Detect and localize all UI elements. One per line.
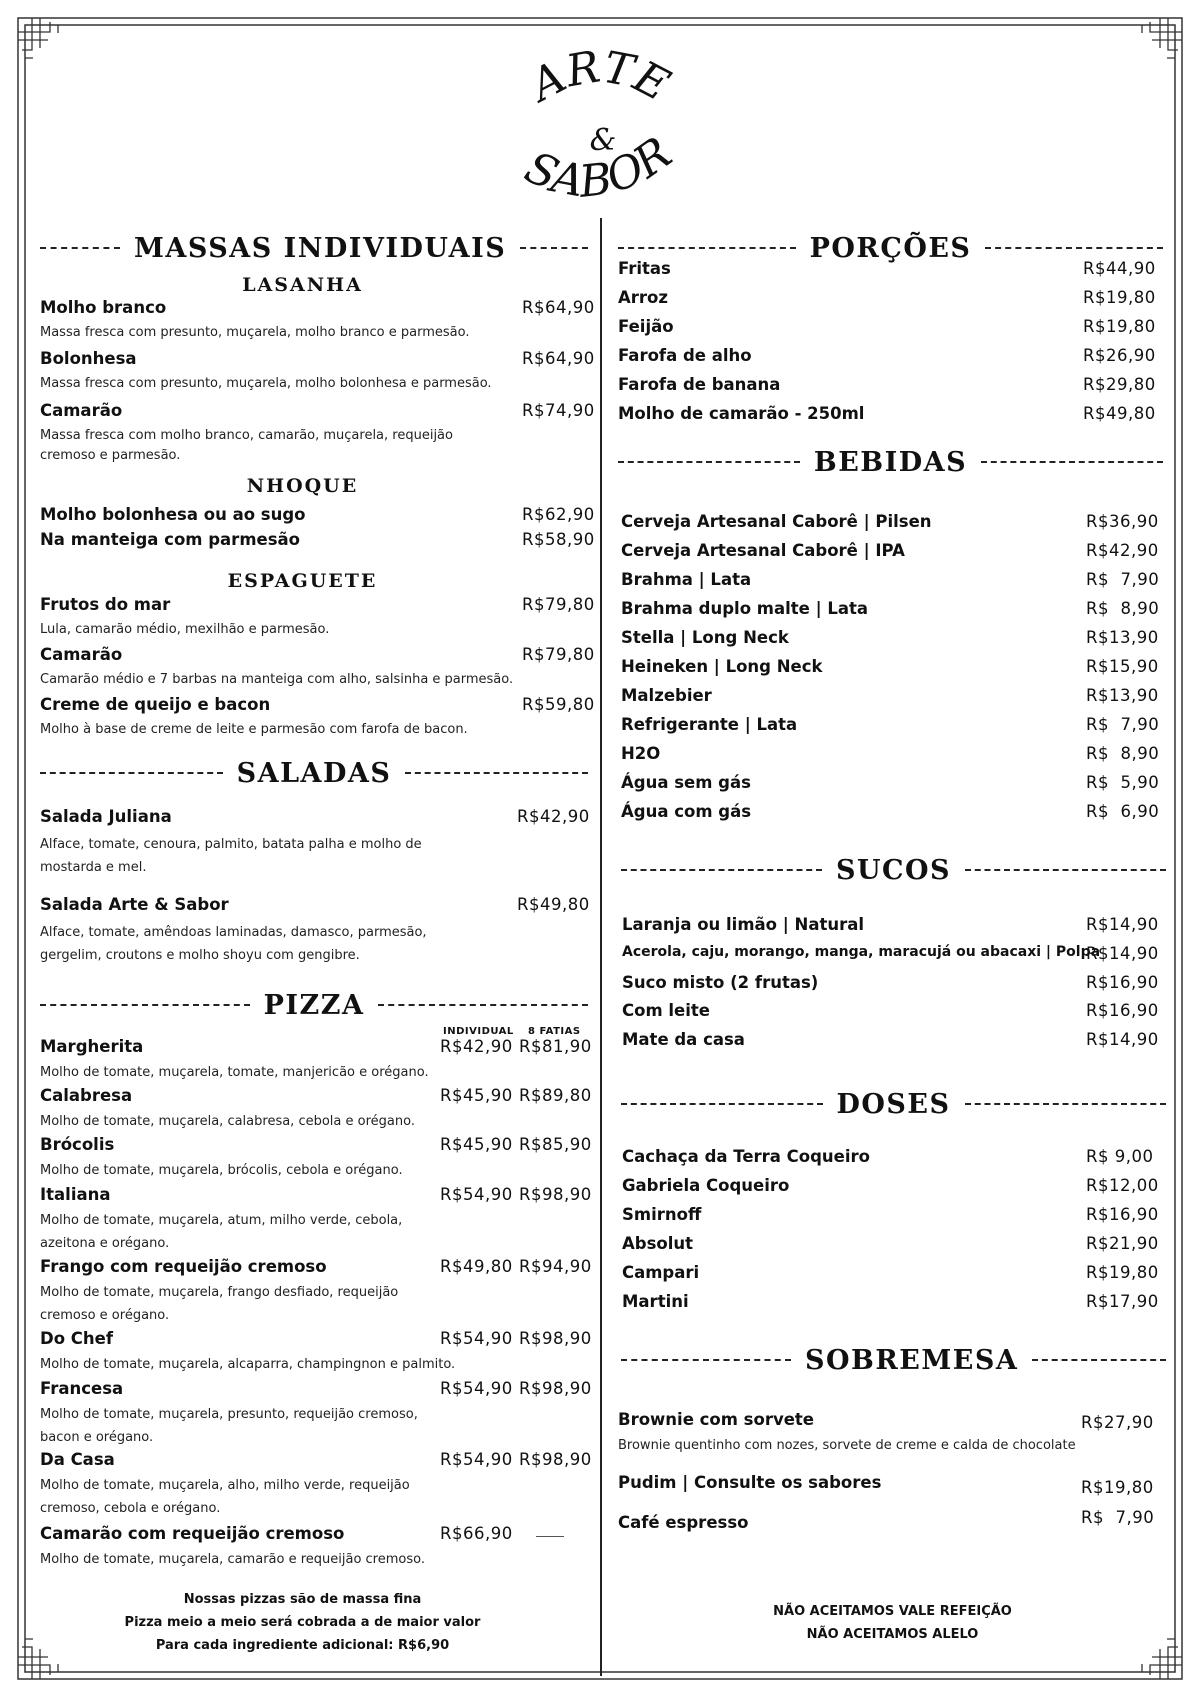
payment-note: NÃO ACEITAMOS ALELO [806, 1627, 979, 1642]
pizza-price-individual: R$45,90 [440, 1086, 513, 1105]
section-title: DOSES [836, 1088, 951, 1120]
item-name: Água sem gás [621, 773, 751, 792]
item-price: R$19,80 [1081, 1478, 1154, 1497]
item-price: R$49,80 [1083, 404, 1156, 423]
item-price: R$13,90 [1086, 628, 1159, 647]
section-header [40, 230, 588, 266]
pizza-price-8-fatias: R$98,90 [519, 1379, 592, 1398]
section-title: SALADAS [236, 757, 392, 789]
pizza-name: Italiana [40, 1185, 111, 1204]
payment-note: NÃO ACEITAMOS VALE REFEIÇÃO [773, 1604, 1012, 1619]
item-name: Molho branco [40, 298, 167, 317]
item-price: R$ 6,90 [1086, 802, 1160, 821]
item-price: R$13,90 [1086, 686, 1159, 705]
item-price: R$19,80 [1083, 288, 1156, 307]
item-name: Farofa de alho [618, 346, 752, 365]
pizza-price-individual: R$54,90 [440, 1329, 513, 1348]
dashed-rule [985, 247, 1163, 249]
column-divider [600, 218, 602, 1676]
group-title: LASANHA [242, 274, 363, 296]
pizza-price-8-fatias: R$81,90 [519, 1037, 592, 1056]
item-price: R$26,90 [1083, 346, 1156, 365]
dashed-rule [520, 247, 588, 249]
item-name: Água com gás [621, 802, 752, 821]
dashed-rule [40, 1004, 250, 1006]
section-header [40, 755, 588, 791]
pizza-description: Molho de tomate, muçarela, atum, milho verde, cebola, azeitona e orégano. [40, 1213, 403, 1251]
item-name: Suco misto (2 frutas) [622, 972, 819, 992]
item-price: R$14,90 [1086, 943, 1159, 963]
section-title: PORÇÕES [809, 232, 972, 264]
item-name: Malzebier [621, 686, 712, 705]
pizza-description: Molho de tomate, muçarela, presunto, requeijão cremoso, bacon e orégano. [40, 1407, 418, 1445]
pizza-price-8-fatias: R$89,80 [519, 1086, 592, 1105]
item-price: R$ 9,00 [1086, 1147, 1154, 1166]
section-header [621, 852, 1166, 888]
item-price: R$16,90 [1086, 1205, 1159, 1224]
pizza-name: Camarão com requeijão cremoso [40, 1524, 345, 1543]
item-name: Martini [622, 1292, 689, 1311]
section-header [40, 987, 588, 1023]
pizza-price-8-fatias: R$98,90 [519, 1329, 592, 1348]
item-price: R$17,90 [1086, 1292, 1159, 1311]
item-name: Brahma duplo malte | Lata [621, 599, 869, 618]
section-title: MASSAS INDIVIDUAIS [134, 232, 507, 264]
pizza-price-8-fatias: R$85,90 [519, 1135, 592, 1154]
item-name: Mate da casa [622, 1030, 745, 1050]
svg-text:ARTE [519, 50, 678, 113]
item-price: R$ 7,90 [1081, 1508, 1155, 1527]
item-name: Campari [622, 1263, 700, 1282]
group-title: NHOQUE [246, 475, 359, 497]
brand-line1: ARTE [522, 50, 678, 112]
item-name: Café espresso [618, 1513, 749, 1532]
pizza-price-8-fatias: R$98,90 [519, 1185, 592, 1204]
item-name: Cerveja Artesanal Caborê | Pilsen [621, 512, 932, 531]
item-price: R$14,90 [1086, 915, 1159, 934]
pizza-price-8-fatias: R$94,90 [519, 1257, 592, 1276]
item-price: R$62,90 [522, 505, 595, 524]
item-price: R$79,80 [522, 645, 595, 664]
section-header [618, 230, 1163, 266]
item-name: Absolut [622, 1234, 694, 1253]
item-name: Brownie com sorvete [618, 1410, 815, 1429]
dashed-rule [378, 1004, 588, 1006]
pizza-price-individual: R$42,90 [440, 1037, 513, 1056]
pizza-description: Molho de tomate, muçarela, brócolis, cebola e orégano. [40, 1163, 403, 1178]
item-description: Massa fresca com presunto, muçarela, molho branco e parmesão. [40, 325, 470, 340]
pizza-description: Molho de tomate, muçarela, alcaparra, champingnon e palmito. [40, 1357, 456, 1372]
item-price: R$36,90 [1086, 512, 1159, 531]
item-name: Creme de queijo e bacon [40, 695, 271, 714]
item-name: Heineken | Long Neck [621, 657, 823, 676]
corner-ornament [18, 18, 58, 58]
pizza-description: Molho de tomate, muçarela, frango desfiado, requeijão cremoso e orégano. [40, 1285, 399, 1323]
dashed-rule [40, 772, 223, 774]
item-name: Refrigerante | Lata [621, 715, 798, 734]
dashed-rule [618, 247, 796, 249]
item-name: Stella | Long Neck [621, 628, 789, 647]
item-name: Na manteiga com parmesão [40, 530, 300, 549]
item-price: R$49,80 [517, 895, 590, 914]
dashed-rule [621, 869, 822, 871]
dashed-rule [40, 247, 120, 249]
dashed-rule [621, 1359, 791, 1361]
item-price: R$16,90 [1086, 1001, 1159, 1021]
brand-logo [500, 50, 700, 205]
item-name: Camarão [40, 645, 123, 664]
item-description: Alface, tomate, amêndoas laminadas, damasco, parmesão, gergelim, croutons e molho shoyu com gengibre. [40, 925, 427, 963]
item-price: R$27,90 [1081, 1413, 1154, 1432]
item-price: R$29,80 [1083, 375, 1156, 394]
item-price: R$ 5,90 [1086, 773, 1160, 792]
item-description: Massa fresca com presunto, muçarela, molho bolonhesa e parmesão. [40, 376, 492, 391]
item-name: Arroz [618, 288, 668, 307]
brand-ampersand: & [589, 123, 617, 158]
item-name: Cachaça da Terra Coqueiro [622, 1147, 870, 1166]
item-name: Molho bolonhesa ou ao sugo [40, 505, 306, 524]
pizza-price-8-fatias: R$98,90 [519, 1450, 592, 1469]
item-price: R$19,80 [1086, 1263, 1159, 1282]
item-price: R$21,90 [1086, 1234, 1159, 1253]
item-price: R$74,90 [522, 401, 595, 420]
item-price: R$59,80 [522, 695, 595, 714]
item-description: Brownie quentinho com nozes, sorvete de creme e calda de chocolate [618, 1438, 1076, 1453]
pizza-note: Nossas pizzas são de massa fina [183, 1592, 422, 1607]
item-name: Farofa de banana [618, 375, 781, 394]
item-name: Frutos do mar [40, 595, 171, 614]
item-price: R$ 8,90 [1086, 599, 1160, 618]
no-price-dash [536, 1536, 564, 1537]
item-name: Molho de camarão - 250ml [618, 404, 865, 423]
item-name: Fritas [618, 259, 671, 278]
dashed-rule [965, 1103, 1167, 1105]
pizza-name: Francesa [40, 1379, 124, 1398]
section-header [621, 1086, 1166, 1122]
dashed-rule [965, 869, 1166, 871]
item-price: R$19,80 [1083, 317, 1156, 336]
group-title: ESPAGUETE [227, 570, 378, 592]
item-price: R$64,90 [522, 349, 595, 368]
item-name: Com leite [622, 1001, 710, 1021]
item-price: R$58,90 [522, 530, 595, 549]
item-price: R$42,90 [1086, 541, 1159, 560]
pizza-name: Margherita [40, 1037, 144, 1056]
column-header-individual: INDIVIDUAL [443, 1026, 514, 1037]
section-title: SOBREMESA [805, 1344, 1019, 1376]
dashed-rule [1032, 1359, 1166, 1361]
pizza-name: Do Chef [40, 1329, 114, 1348]
item-description: Camarão médio e 7 barbas na manteiga com alho, salsinha e parmesão. [40, 672, 514, 687]
item-name: Laranja ou limão | Natural [622, 915, 865, 934]
item-price: R$12,00 [1086, 1176, 1159, 1195]
item-price: R$14,90 [1086, 1030, 1159, 1050]
dashed-rule [981, 461, 1163, 463]
item-name: Bolonhesa [40, 349, 137, 368]
item-name: Salada Arte & Sabor [40, 895, 229, 914]
pizza-description: Molho de tomate, muçarela, tomate, manjericão e orégano. [40, 1065, 429, 1080]
item-name: Pudim | Consulte os sabores [618, 1473, 882, 1492]
section-title: BEBIDAS [813, 446, 968, 478]
item-price: R$44,90 [1083, 259, 1156, 278]
pizza-name: Brócolis [40, 1135, 115, 1154]
pizza-price-individual: R$66,90 [440, 1524, 513, 1543]
section-title: SUCOS [835, 854, 952, 886]
pizza-price-individual: R$54,90 [440, 1450, 513, 1469]
section-header [621, 1342, 1166, 1378]
item-description: Alface, tomate, cenoura, palmito, batata palha e molho de mostarda e mel. [40, 837, 422, 875]
pizza-name: Frango com requeijão cremoso [40, 1257, 327, 1276]
item-name: Feijão [618, 317, 674, 336]
pizza-description: Molho de tomate, muçarela, calabresa, cebola e orégano. [40, 1114, 415, 1129]
item-name: Smirnoff [622, 1205, 702, 1224]
item-name: Gabriela Coqueiro [622, 1176, 790, 1195]
pizza-price-individual: R$45,90 [440, 1135, 513, 1154]
pizza-price-individual: R$49,80 [440, 1257, 513, 1276]
item-description: Molho à base de creme de leite e parmesão com farofa de bacon. [40, 722, 468, 737]
item-price: R$ 7,90 [1086, 715, 1160, 734]
pizza-name: Calabresa [40, 1086, 133, 1105]
dashed-rule [621, 1103, 823, 1105]
dashed-rule [618, 461, 800, 463]
pizza-price-individual: R$54,90 [440, 1185, 513, 1204]
item-name: Camarão [40, 401, 123, 420]
pizza-note: Pizza meio a meio será cobrada a de maior valor [124, 1615, 481, 1630]
pizza-name: Da Casa [40, 1450, 115, 1469]
item-name: Acerola, caju, morango, manga, maracujá ou abacaxi | Polpa [622, 943, 1101, 960]
item-name: H2O [621, 744, 661, 763]
item-price: R$64,90 [522, 298, 595, 317]
item-name: Cerveja Artesanal Caborê | IPA [621, 541, 905, 560]
section-title: PIZZA [263, 989, 365, 1021]
item-description: Massa fresca com molho branco, camarão, muçarela, requeijão cremoso e parmesão. [40, 428, 453, 463]
dashed-rule [405, 772, 588, 774]
item-name: Brahma | Lata [621, 570, 752, 589]
item-price: R$15,90 [1086, 657, 1159, 676]
item-price: R$79,80 [522, 595, 595, 614]
pizza-note: Para cada ingrediente adicional: R$6,90 [155, 1638, 450, 1653]
item-price: R$ 8,90 [1086, 744, 1160, 763]
item-price: R$42,90 [517, 807, 590, 826]
item-price: R$16,90 [1086, 972, 1159, 992]
section-header [618, 444, 1163, 480]
pizza-description: Molho de tomate, muçarela, alho, milho verde, requeijão cremoso, cebola e orégano. [40, 1478, 410, 1516]
column-header-8-fatias: 8 FATIAS [528, 1026, 581, 1037]
brand-line2: SABOR [517, 127, 681, 205]
pizza-description: Molho de tomate, muçarela, camarão e requeijão cremoso. [40, 1552, 425, 1567]
item-price: R$ 7,90 [1086, 570, 1160, 589]
item-description: Lula, camarão médio, mexilhão e parmesão. [40, 622, 330, 637]
item-name: Salada Juliana [40, 807, 172, 826]
pizza-price-individual: R$54,90 [440, 1379, 513, 1398]
